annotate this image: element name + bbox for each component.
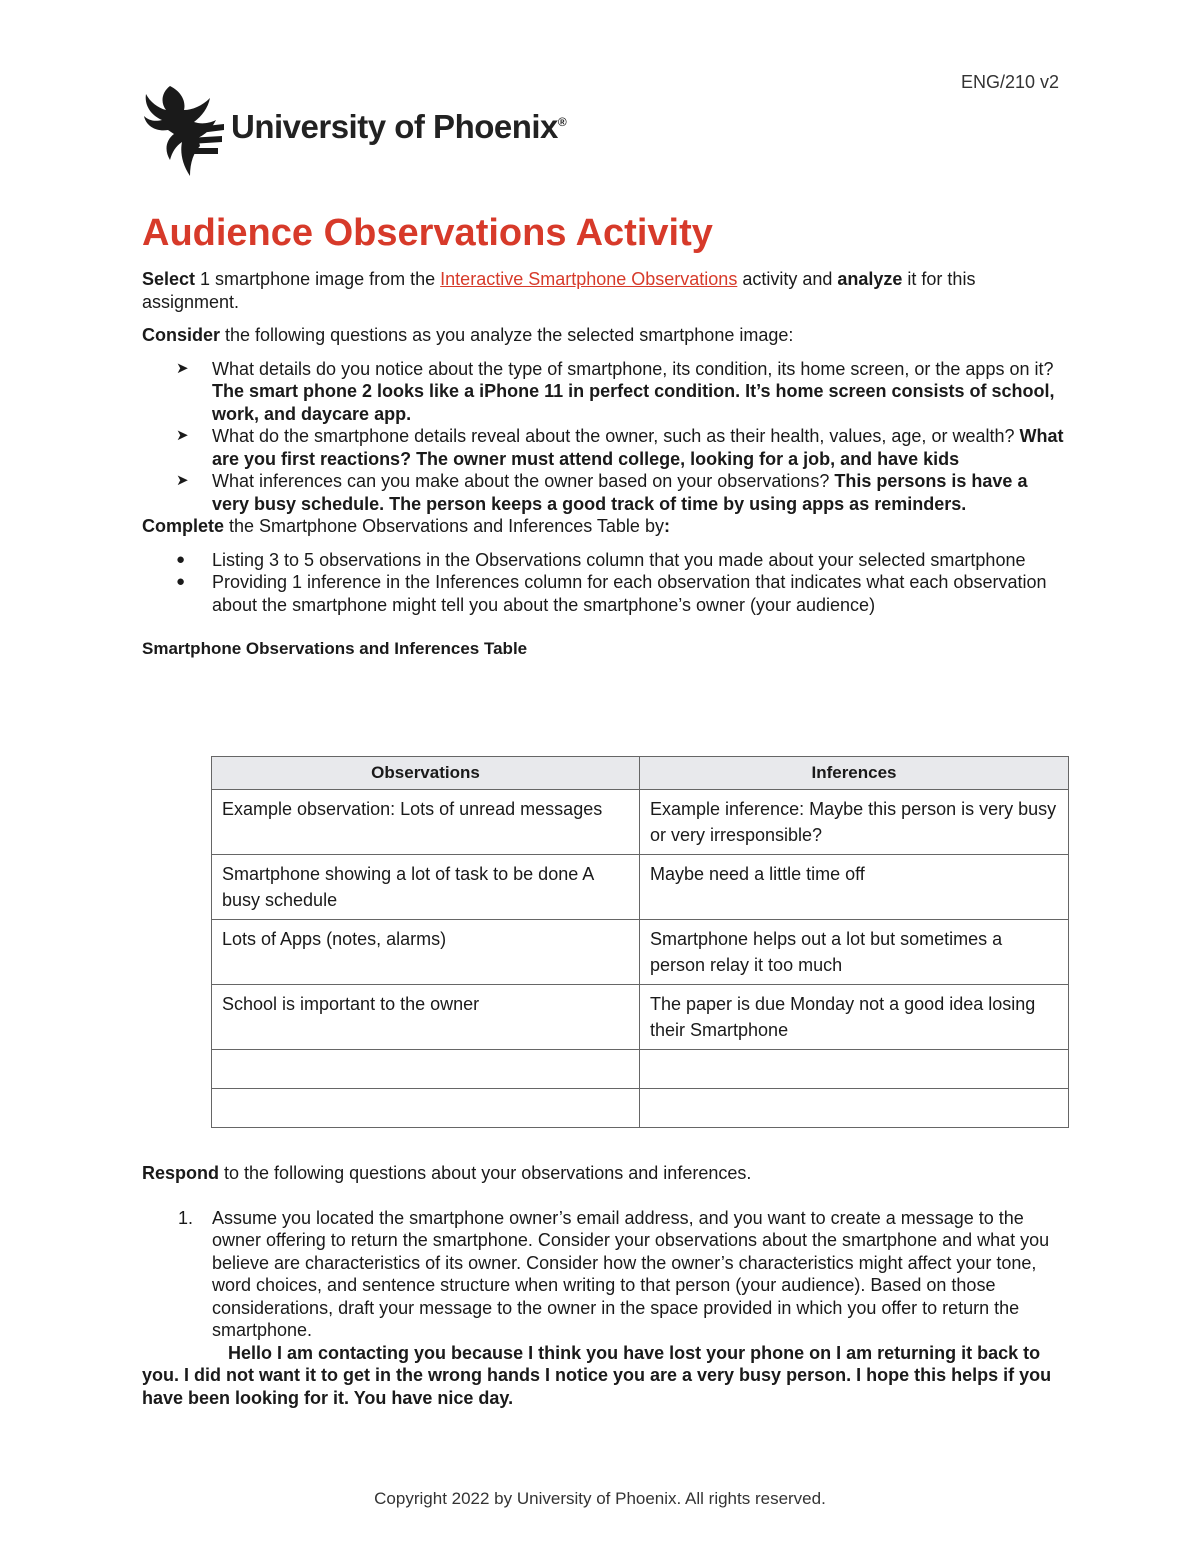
observations-header: Observations	[212, 757, 640, 790]
table-row	[212, 985, 1069, 1050]
course-code: ENG/210 v2	[960, 72, 1059, 92]
bullet-icon: ➤	[176, 359, 189, 377]
intro-paragraph: Select 1 smartphone image from the Interactive Smartphone Observations activity and analyze it for this assignment.	[142, 269, 976, 312]
inferences-header: Inferences	[640, 757, 1069, 790]
list-item: ● Listing 3 to 5 observations in the Observations column that you made about your selected smartphone	[176, 549, 1026, 570]
phoenix-bird-icon	[140, 84, 225, 179]
question-text: Assume you located the smartphone owner’s email address, and you want to create a message to the owner offering to return the smartphone. Consider your observations about the smartphone and what you believe are characteristics of its owner. Consider how the owner’s characteristics might affect your tone, word choices, and sentence structure when writing to that person (your audience). Based on those considerations, draft your message to the owner in the space provided in which you offer to return the smartphone.	[212, 1207, 1050, 1340]
copyright-footer: Copyright 2022 by University of Phoenix. All rights reserved.	[374, 1489, 826, 1508]
observation-cell[interactable]: Smartphone showing a lot of task to be done A busy schedule	[212, 855, 640, 920]
page-title: Audience Observations Activity	[142, 212, 713, 254]
inference-cell[interactable]: Smartphone helps out a lot but sometimes a person relay it too much	[640, 920, 1069, 985]
table-header-row	[212, 757, 1069, 790]
observation-cell[interactable]: Example observation: Lots of unread messages	[212, 790, 640, 855]
bullet-icon: ➤	[176, 427, 189, 444]
university-logo	[140, 84, 566, 179]
observation-cell[interactable]	[212, 1089, 640, 1128]
respond-section	[142, 1162, 1067, 1409]
observations-table	[211, 756, 1069, 1128]
inference-cell[interactable]: The paper is due Monday not a good idea losing their Smartphone	[640, 985, 1069, 1050]
interactive-smartphone-observations-link[interactable]: Interactive Smartphone Observations	[440, 269, 738, 289]
table-row	[212, 855, 1069, 920]
table-row	[212, 920, 1069, 985]
observation-cell[interactable]: Lots of Apps (notes, alarms)	[212, 920, 640, 985]
instructions	[142, 268, 1067, 661]
bullet-icon: ➤	[176, 472, 189, 489]
bullet-icon: ●	[176, 573, 186, 590]
logo-text: University of Phoenix®	[231, 107, 567, 145]
complete-paragraph: Complete the Smartphone Observations and Inferences Table by:	[142, 516, 670, 536]
list-item: ➤ What do the smartphone details reveal about the owner, such as their health, values, age, or wealth? What are you first reactions? The owner must attend college, looking for a job, and have kids	[176, 426, 1064, 469]
inference-cell[interactable]	[640, 1050, 1069, 1089]
observation-cell[interactable]	[212, 1050, 640, 1089]
inference-cell[interactable]	[640, 1089, 1069, 1128]
question-number: 1.	[178, 1207, 194, 1228]
observation-cell[interactable]: School is important to the owner	[212, 985, 640, 1050]
questions-list	[142, 1207, 1067, 1342]
list-item: ● Providing 1 inference in the Inferences column for each observation that indicates what each observation about the smartphone might tell you about the smartphone’s owner (your audience)	[176, 572, 1047, 615]
bullet-icon: ●	[176, 550, 186, 568]
table-title: Smartphone Observations and Inferences Table	[142, 639, 528, 658]
consider-list	[142, 358, 1067, 516]
table-row	[212, 1089, 1069, 1128]
inference-cell[interactable]: Maybe need a little time off	[640, 855, 1069, 920]
list-item	[142, 1207, 1067, 1342]
respond-paragraph: Respond to the following questions about your observations and inferences.	[142, 1163, 752, 1183]
answer-text[interactable]: Hello I am contacting you because I think you have lost your phone on I am returning it back to you. I did not want it to get in the wrong hands I notice you are a very busy person. I hope this helps if you have been looking for it. You have nice day.	[142, 1342, 1052, 1408]
list-item: ➤ What details do you notice about the type of smartphone, its condition, its home screen, or the apps on it? The smart phone 2 looks like a iPhone 11 in perfect condition. It’s home screen consists of school, work, and daycare app.	[176, 358, 1055, 424]
list-item: ➤ What inferences can you make about the owner based on your observations? This persons is have a very busy schedule. The person keeps a good track of time by using apps as reminders.	[176, 471, 1028, 514]
table-row	[212, 1050, 1069, 1089]
consider-paragraph: Consider the following questions as you analyze the selected smartphone image:	[142, 325, 794, 345]
inference-cell[interactable]: Example inference: Maybe this person is very busy or very irresponsible?	[640, 790, 1069, 855]
complete-list	[142, 549, 1067, 617]
table-row	[212, 790, 1069, 855]
